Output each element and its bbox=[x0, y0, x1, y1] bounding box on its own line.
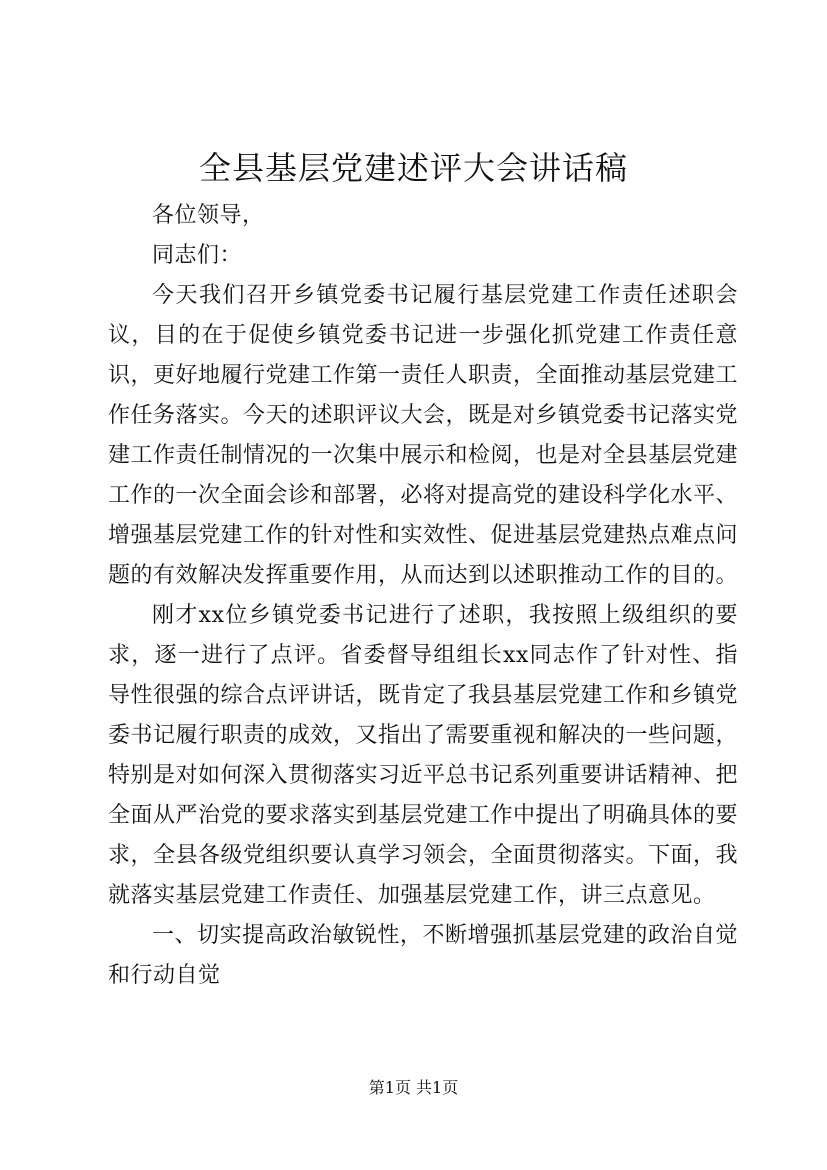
document-body bbox=[108, 196, 738, 996]
page-footer: 第1页 共1页 bbox=[368, 1078, 459, 1097]
section-heading-one: 一、切实提高政治敏锐性，不断增强抓基层党建的政治自觉和行动自觉 bbox=[108, 923, 738, 988]
document-title: 全县基层党建述评大会讲话稿 bbox=[198, 149, 628, 187]
salutation-comrades: 同志们： bbox=[152, 243, 243, 268]
paragraph-opening: 今天我们召开乡镇党委书记履行基层党建工作责任述职会议，目的在于促使乡镇党委书记进一步强化抓党建工作责任意识，更好地履行党建工作第一责任人职责，全面推动基层党建工作任务落实。今天的述职评议大会，既是对乡镇党委书记落实党建工作责任制情况的一次集中展示和检阅，也是对全县基层党建工作的一次全面会诊和部署，必将对提高党的建设科学化水平、增强基层党建工作的针对性和实效性、促进基层党建热点难点问题的有效解决发挥重要作用，从而达到以述职推动工作的目的。 bbox=[108, 283, 739, 588]
paragraph-review: 刚才xx位乡镇党委书记进行了述职，我按照上级组织的要求，逐一进行了点评。省委督导组组长xx同志作了针对性、指导性很强的综合点评讲话，既肯定了我县基层党建工作和乡镇党委书记履行职责的成效，又指出了需要重视和解决的一些问题，特别是对如何深入贯彻落实习近平总书记系列重要讲话精神、把全面从严治党的要求落实到基层党建工作中提出了明确具体的要求，全县各级党组织要认真学习领会，全面贯彻落实。下面，我就落实基层党建工作责任、加强基层党建工作，讲三点意见。 bbox=[108, 603, 739, 908]
salutation-leaders: 各位领导， bbox=[152, 203, 265, 228]
